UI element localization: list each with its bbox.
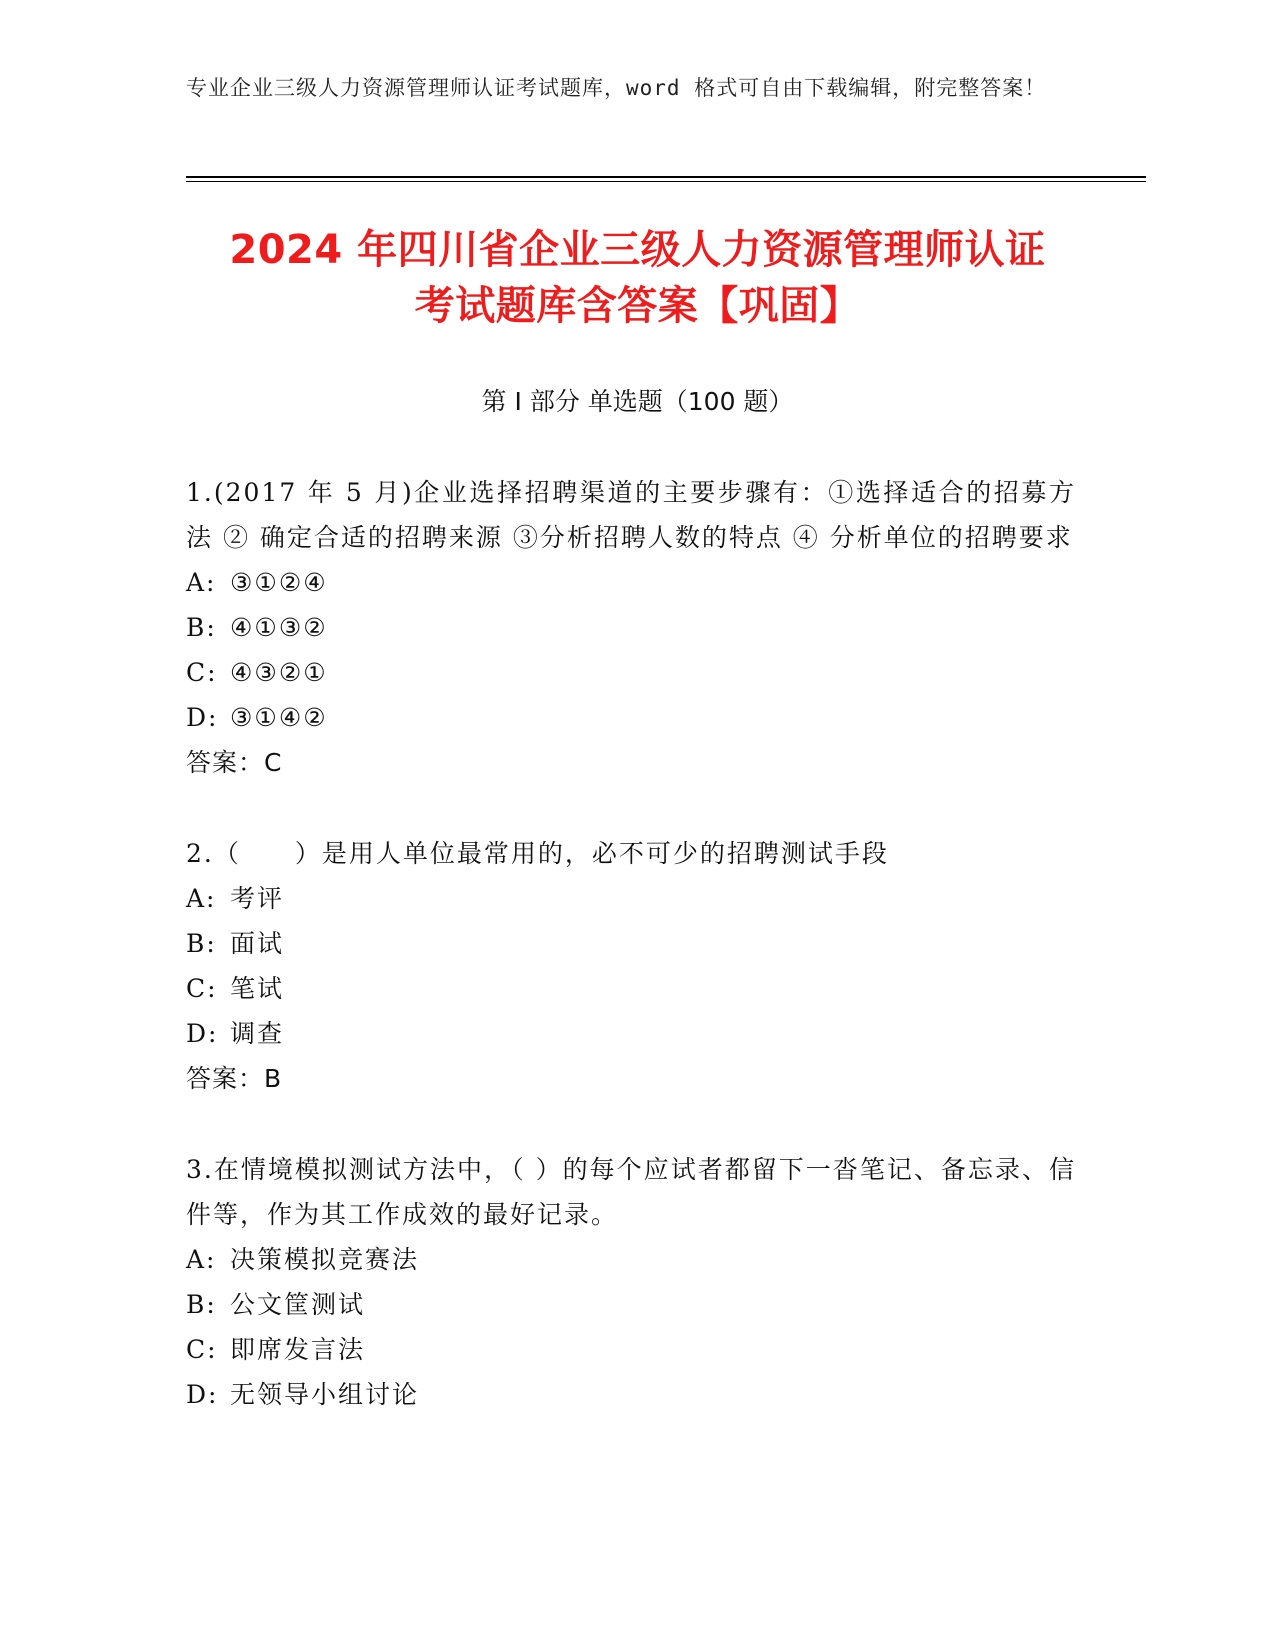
option-text: 即席发言法	[230, 1335, 366, 1364]
header-note: 专业企业三级人力资源管理师认证考试题库，word 格式可自由下载编辑，附完整答案！	[186, 76, 1047, 100]
option-text: 决策模拟竞赛法	[230, 1245, 420, 1274]
option-key: A:	[186, 568, 217, 597]
question-option-d	[186, 1011, 1076, 1056]
question-option-b	[186, 605, 1076, 650]
option-key: A:	[186, 1245, 217, 1274]
question-option-d	[186, 1372, 1076, 1417]
document-title-line-2: 考试题库含答案【巩固】	[414, 283, 861, 329]
question-stem: 1.(2017 年 5 月)企业选择招聘渠道的主要步骤有：①选择适合的招募方法 ② 确定合适的招聘来源 ③分析招聘人数的特点 ④ 分析单位的招聘要求	[186, 478, 1076, 552]
header-rule-thin	[186, 181, 1146, 182]
question-option-a	[186, 560, 1076, 605]
question-stem: 2.（ ）是用人单位最常用的，必不可少的招聘测试手段	[186, 839, 889, 868]
option-text: 笔试	[230, 974, 285, 1003]
question-3	[186, 1147, 1076, 1417]
question-1	[186, 470, 1076, 785]
option-text: ④①③②	[230, 613, 328, 642]
question-option-c	[186, 650, 1076, 695]
section-title: 第 I 部分 单选题（100 题）	[481, 387, 794, 416]
option-key: B:	[186, 929, 217, 958]
question-2	[186, 831, 1076, 1101]
option-key: A:	[186, 884, 217, 913]
question-list	[186, 470, 1076, 1463]
option-key: C:	[186, 658, 218, 687]
option-text: 公文筐测试	[230, 1290, 366, 1319]
option-text: 无领导小组讨论	[230, 1380, 420, 1409]
question-option-c	[186, 966, 1076, 1011]
question-option-a	[186, 876, 1076, 921]
option-key: D:	[186, 1019, 219, 1048]
question-option-a	[186, 1237, 1076, 1282]
option-key: D:	[186, 1380, 219, 1409]
option-text: ③①④②	[230, 703, 328, 732]
option-text: 考评	[230, 884, 285, 913]
question-option-b	[186, 1282, 1076, 1327]
option-key: D:	[186, 703, 219, 732]
option-key: C:	[186, 1335, 218, 1364]
question-option-b	[186, 921, 1076, 966]
option-text: 调查	[230, 1019, 285, 1048]
document-title-line-1: 2024 年四川省企业三级人力资源管理师认证	[229, 227, 1046, 273]
question-answer: 答案：C	[186, 748, 283, 777]
option-text: 面试	[230, 929, 285, 958]
option-key: B:	[186, 1290, 217, 1319]
question-option-c	[186, 1327, 1076, 1372]
option-text: ④③②①	[230, 658, 328, 687]
option-text: ③①②④	[230, 568, 328, 597]
option-key: C:	[186, 974, 218, 1003]
document-title	[150, 222, 1125, 334]
question-stem: 3.在情境模拟测试方法中，（ ）的每个应试者都留下一沓笔记、备忘录、信件等，作为其工作成效的最好记录。	[186, 1155, 1076, 1229]
option-key: B:	[186, 613, 217, 642]
question-answer: 答案：B	[186, 1064, 283, 1093]
header-rule-thick	[186, 176, 1146, 178]
question-option-d	[186, 695, 1076, 740]
